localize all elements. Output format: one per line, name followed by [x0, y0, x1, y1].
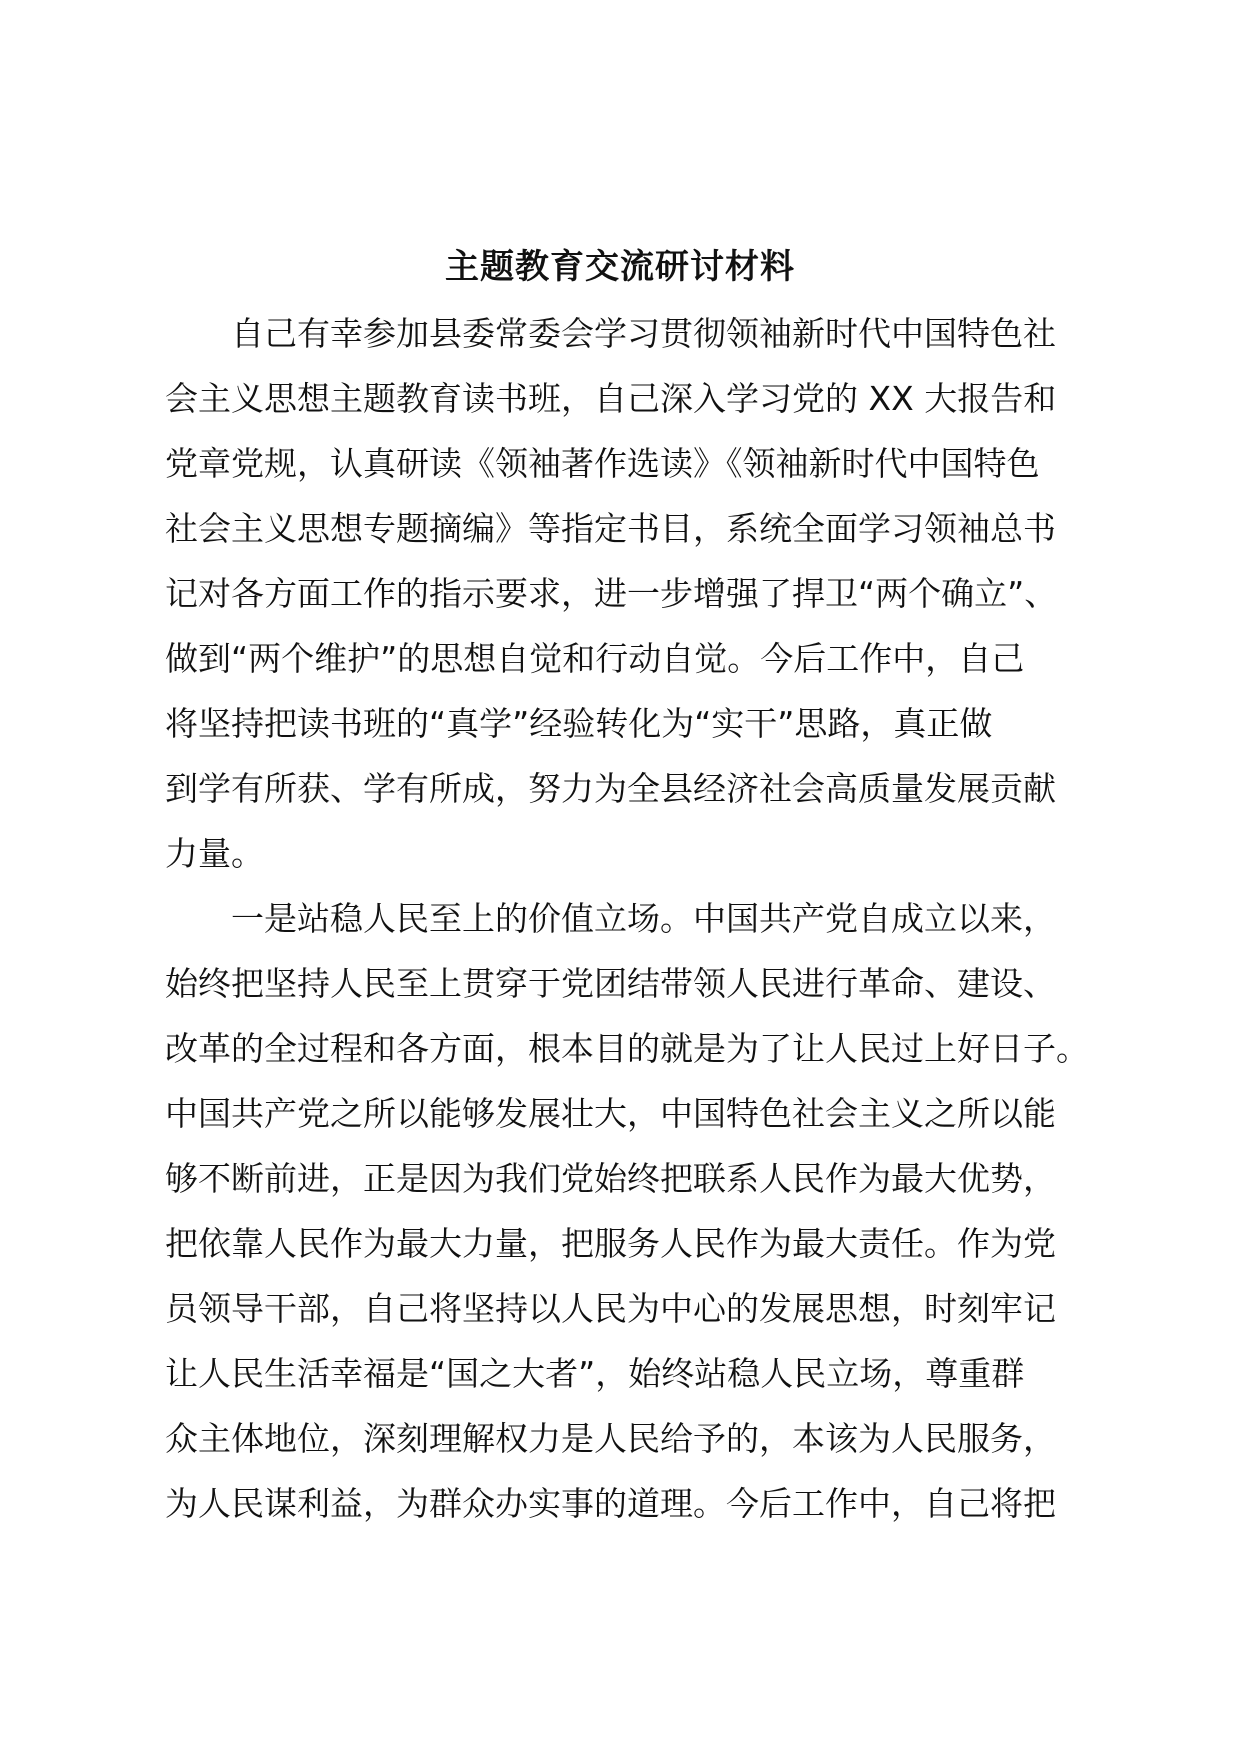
text-line: 为人民谋利益，为群众办实事的道理。今后工作中，自己将把: [165, 1484, 1056, 1523]
text-line: 记对各方面工作的指示要求，进一步增强了捍卫“两个确立”、: [165, 574, 1058, 613]
text-line: 够不断前进，正是因为我们党始终把联系人民作为最大优势，: [165, 1159, 1056, 1198]
text-line: 众主体地位，深刻理解权力是人民给予的，本该为人民服务，: [165, 1419, 1056, 1458]
text-line: 让人民生活幸福是“国之大者”，始终站稳人民立场，尊重群: [165, 1354, 1025, 1393]
text-line: 党章党规，认真研读《领袖著作选读》《领袖新时代中国特色: [165, 444, 1040, 483]
text-line: 社会主义思想专题摘编》等指定书目，系统全面学习领袖总书: [165, 509, 1056, 548]
paragraph-intro: [165, 301, 1085, 886]
text-line: 把依靠人民作为最大力量，把服务人民作为最大责任。作为党: [165, 1224, 1056, 1263]
text-line: 中国共产党之所以能够发展壮大，中国特色社会主义之所以能: [165, 1094, 1056, 1133]
text-line: 始终把坚持人民至上贯穿于党团结带领人民进行革命、建设、: [165, 964, 1056, 1003]
text-line: 员领导干部，自己将坚持以人民为中心的发展思想，时刻牢记: [165, 1289, 1056, 1328]
document-title: 主题教育交流研讨材料: [445, 247, 795, 287]
document-body: [165, 301, 1089, 1536]
text-line: 力量。: [165, 834, 264, 873]
text-line: 到学有所获、学有所成，努力为全县经济社会高质量发展贡献: [165, 769, 1056, 808]
text-line: 改革的全过程和各方面，根本目的就是为了让人民过上好日子。: [165, 1029, 1089, 1068]
text-line: 一是站稳人民至上的价值立场。中国共产党自成立以来，: [231, 899, 1056, 938]
text-line: 做到“两个维护”的思想自觉和行动自觉。今后工作中，自己: [165, 639, 1025, 678]
text-line: 会主义思想主题教育读书班，自己深入学习党的 XX 大报告和: [165, 379, 1057, 418]
text-line: 将坚持把读书班的“真学”经验转化为“实干”思路，真正做: [165, 704, 993, 743]
paragraph-point-one: [165, 886, 1089, 1536]
text-line: 自己有幸参加县委常委会学习贯彻领袖新时代中国特色社: [231, 314, 1056, 353]
